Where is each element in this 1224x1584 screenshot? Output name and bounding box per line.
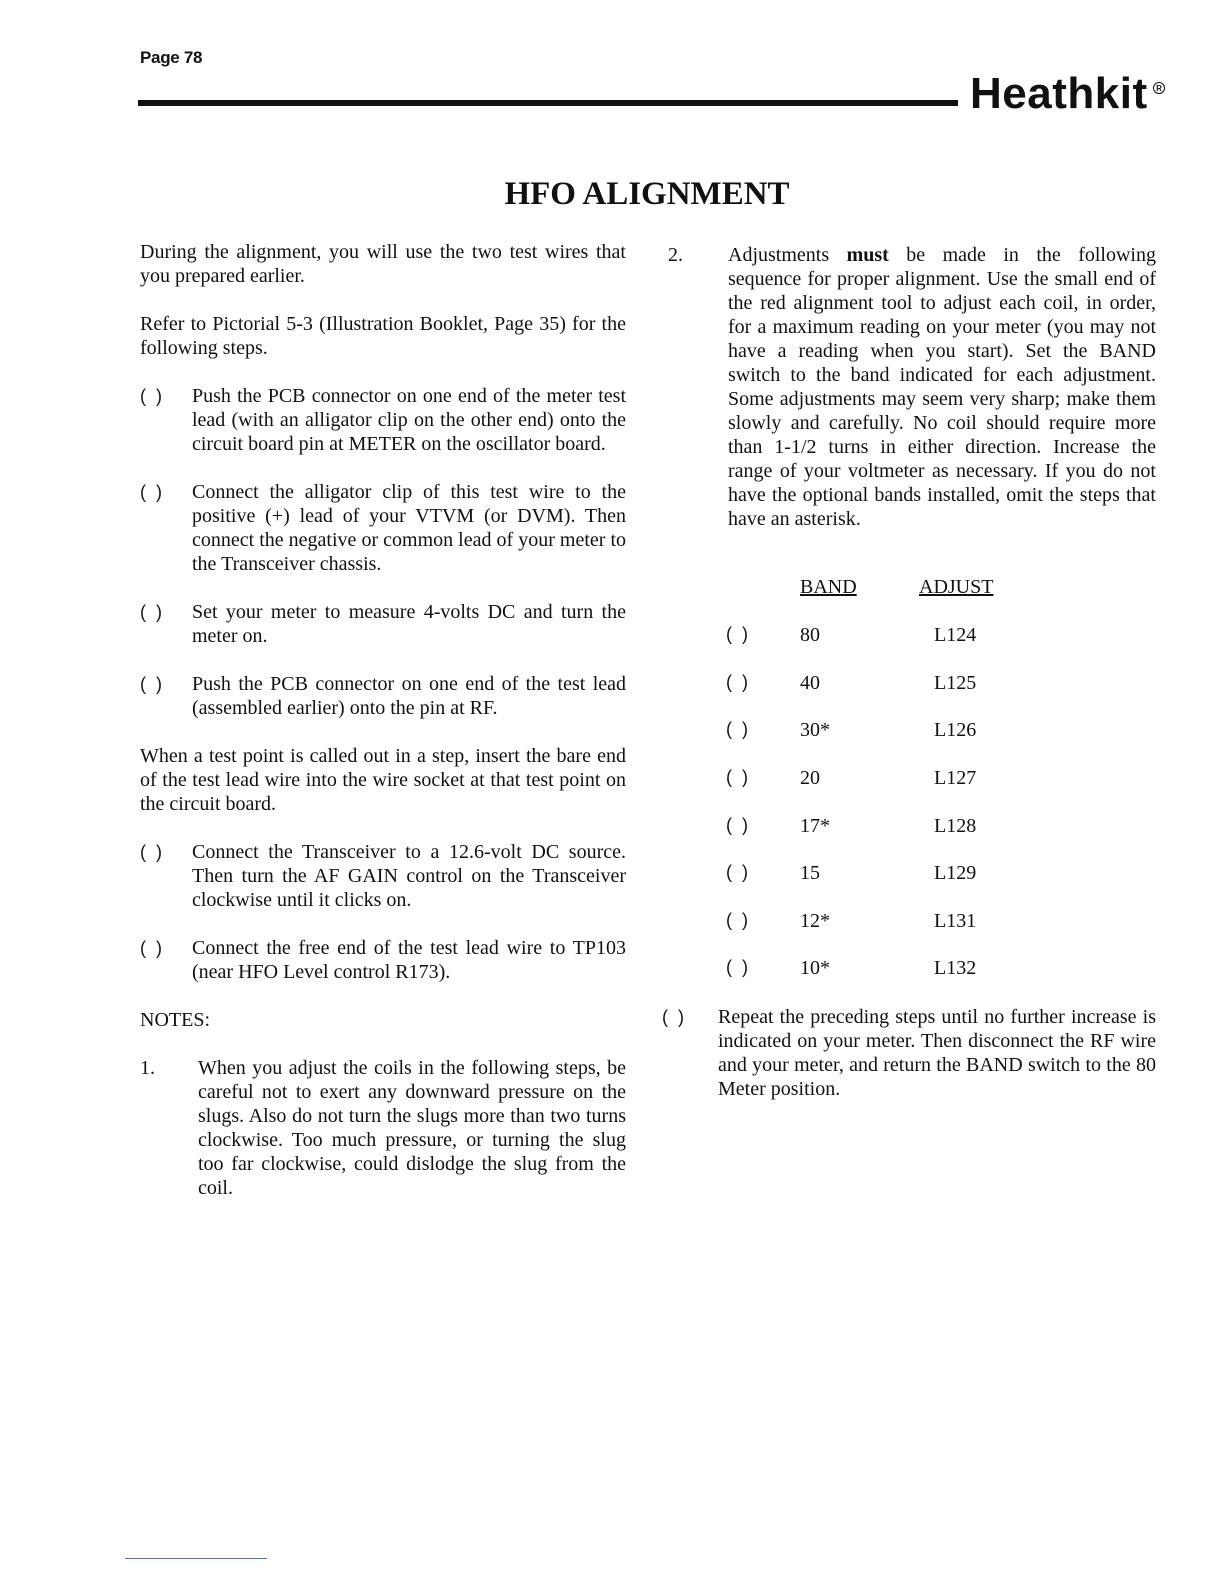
coil-value: L128	[934, 815, 977, 837]
coil-value: L132	[934, 957, 977, 979]
band-value: 30*	[800, 719, 830, 741]
band-value: 15	[800, 862, 820, 884]
note-text-pre: Adjustments	[728, 244, 847, 266]
page-title: HFO ALIGNMENT	[504, 176, 790, 212]
band-value: 10*	[800, 957, 830, 979]
coil-value: L125	[934, 672, 977, 694]
step-item	[140, 384, 626, 456]
band-value: 40	[800, 672, 820, 694]
band-checkbox[interactable]: ( )	[726, 767, 748, 787]
step-item	[140, 480, 626, 576]
repeat-text: Repeat the preceding steps until no further increase is indicated on your meter. Then disconnect the RF wire and your meter, and return the BAND switch to the 80 Meter position.	[718, 1006, 1156, 1100]
band-value: 12*	[800, 910, 830, 932]
step-item	[140, 600, 626, 648]
header-rule	[138, 100, 958, 106]
repeat-step	[662, 1005, 1156, 1101]
note-item	[140, 1056, 626, 1200]
band-value: 80	[800, 624, 820, 646]
step-checkbox[interactable]: ( )	[140, 482, 162, 502]
step-checkbox[interactable]: ( )	[140, 842, 162, 862]
notes-label: NOTES:	[140, 1009, 210, 1031]
step-checkbox[interactable]: ( )	[140, 938, 162, 958]
note-text-bold: must	[846, 244, 889, 266]
page-number: Page 78	[140, 48, 203, 67]
test-point-paragraph: When a test point is called out in a step, insert the bare end of the test lead wire into the wire socket at that test point on the circuit board.	[140, 745, 626, 815]
band-checkbox[interactable]: ( )	[726, 815, 748, 835]
refer-paragraph: Refer to Pictorial 5-3 (Illustration Booklet, Page 35) for the following steps.	[140, 313, 626, 359]
band-checkbox[interactable]: ( )	[726, 862, 748, 882]
step-text: Push the PCB connector on one end of the meter test lead (with an alligator clip on the other end) onto the circuit board pin at METER on the oscillator board.	[192, 385, 626, 455]
coil-value: L131	[934, 910, 977, 932]
step-checkbox[interactable]: ( )	[140, 386, 162, 406]
note-number: 2.	[668, 244, 683, 266]
step-checkbox[interactable]: ( )	[140, 602, 162, 622]
step-text: Push the PCB connector on one end of the test lead (assembled earlier) onto the pin at RF.	[192, 673, 626, 719]
right-column	[668, 243, 1156, 531]
step-item	[140, 936, 626, 984]
coil-value: L126	[934, 719, 977, 741]
band-value: 17*	[800, 815, 830, 837]
band-checkbox[interactable]: ( )	[726, 719, 748, 739]
registered-mark-icon: R	[1153, 82, 1165, 94]
footer-rule	[125, 1558, 267, 1559]
coil-value: L129	[934, 862, 977, 884]
step-checkbox[interactable]: ( )	[140, 674, 162, 694]
adjust-header: ADJUST	[919, 576, 994, 598]
band-value: 20	[800, 767, 820, 789]
band-checkbox[interactable]: ( )	[726, 957, 748, 977]
note-number: 1.	[140, 1057, 155, 1079]
coil-value: L124	[934, 624, 977, 646]
band-header: BAND	[800, 576, 857, 598]
step-text: Set your meter to measure 4-volts DC and turn the meter on.	[192, 601, 626, 647]
intro-paragraph: During the alignment, you will use the two test wires that you prepared earlier.	[140, 241, 626, 287]
note-item	[668, 243, 1156, 531]
band-checkbox[interactable]: ( )	[726, 672, 748, 692]
band-checkbox[interactable]: ( )	[726, 624, 748, 644]
step-item	[140, 672, 626, 720]
brand-logo: Heathkit	[970, 69, 1148, 118]
coil-value: L127	[934, 767, 977, 789]
step-item	[140, 840, 626, 912]
step-checkbox[interactable]: ( )	[662, 1007, 684, 1027]
step-text: Connect the alligator clip of this test wire to the positive (+) lead of your VTVM (or DVM). Then connect the negative or common lead of your meter to the Transceiver chassis.	[192, 481, 626, 575]
band-checkbox[interactable]: ( )	[726, 910, 748, 930]
note-text: When you adjust the coils in the following steps, be careful not to exert any downward pressure on the slugs. Also do not turn the slugs more than two turns clockwise. Too much pressure, or turning the slug too far clockwise, could dislodge the slug from the coil.	[198, 1057, 626, 1199]
step-text: Connect the free end of the test lead wire to TP103 (near HFO Level control R173).	[192, 937, 626, 983]
note-text-post: be made in the following sequence for proper alignment. Use the small end of the red alignment tool to adjust each coil, in order, for a maximum reading on your meter (you may not have a reading when you start). Set the BAND switch to the band indicated for each adjustment. Some adjustments may seem very sharp; make them slowly and carefully. No coil should require more than 1-1/2 turns in either direction. Increase the range of your voltmeter as necessary. If you do not have the optional bands installed, omit the steps that have an asterisk.	[728, 244, 1156, 530]
step-text: Connect the Transceiver to a 12.6-volt DC source. Then turn the AF GAIN control on the Transceiver clockwise until it clicks on.	[192, 841, 626, 911]
left-column	[140, 240, 626, 1200]
